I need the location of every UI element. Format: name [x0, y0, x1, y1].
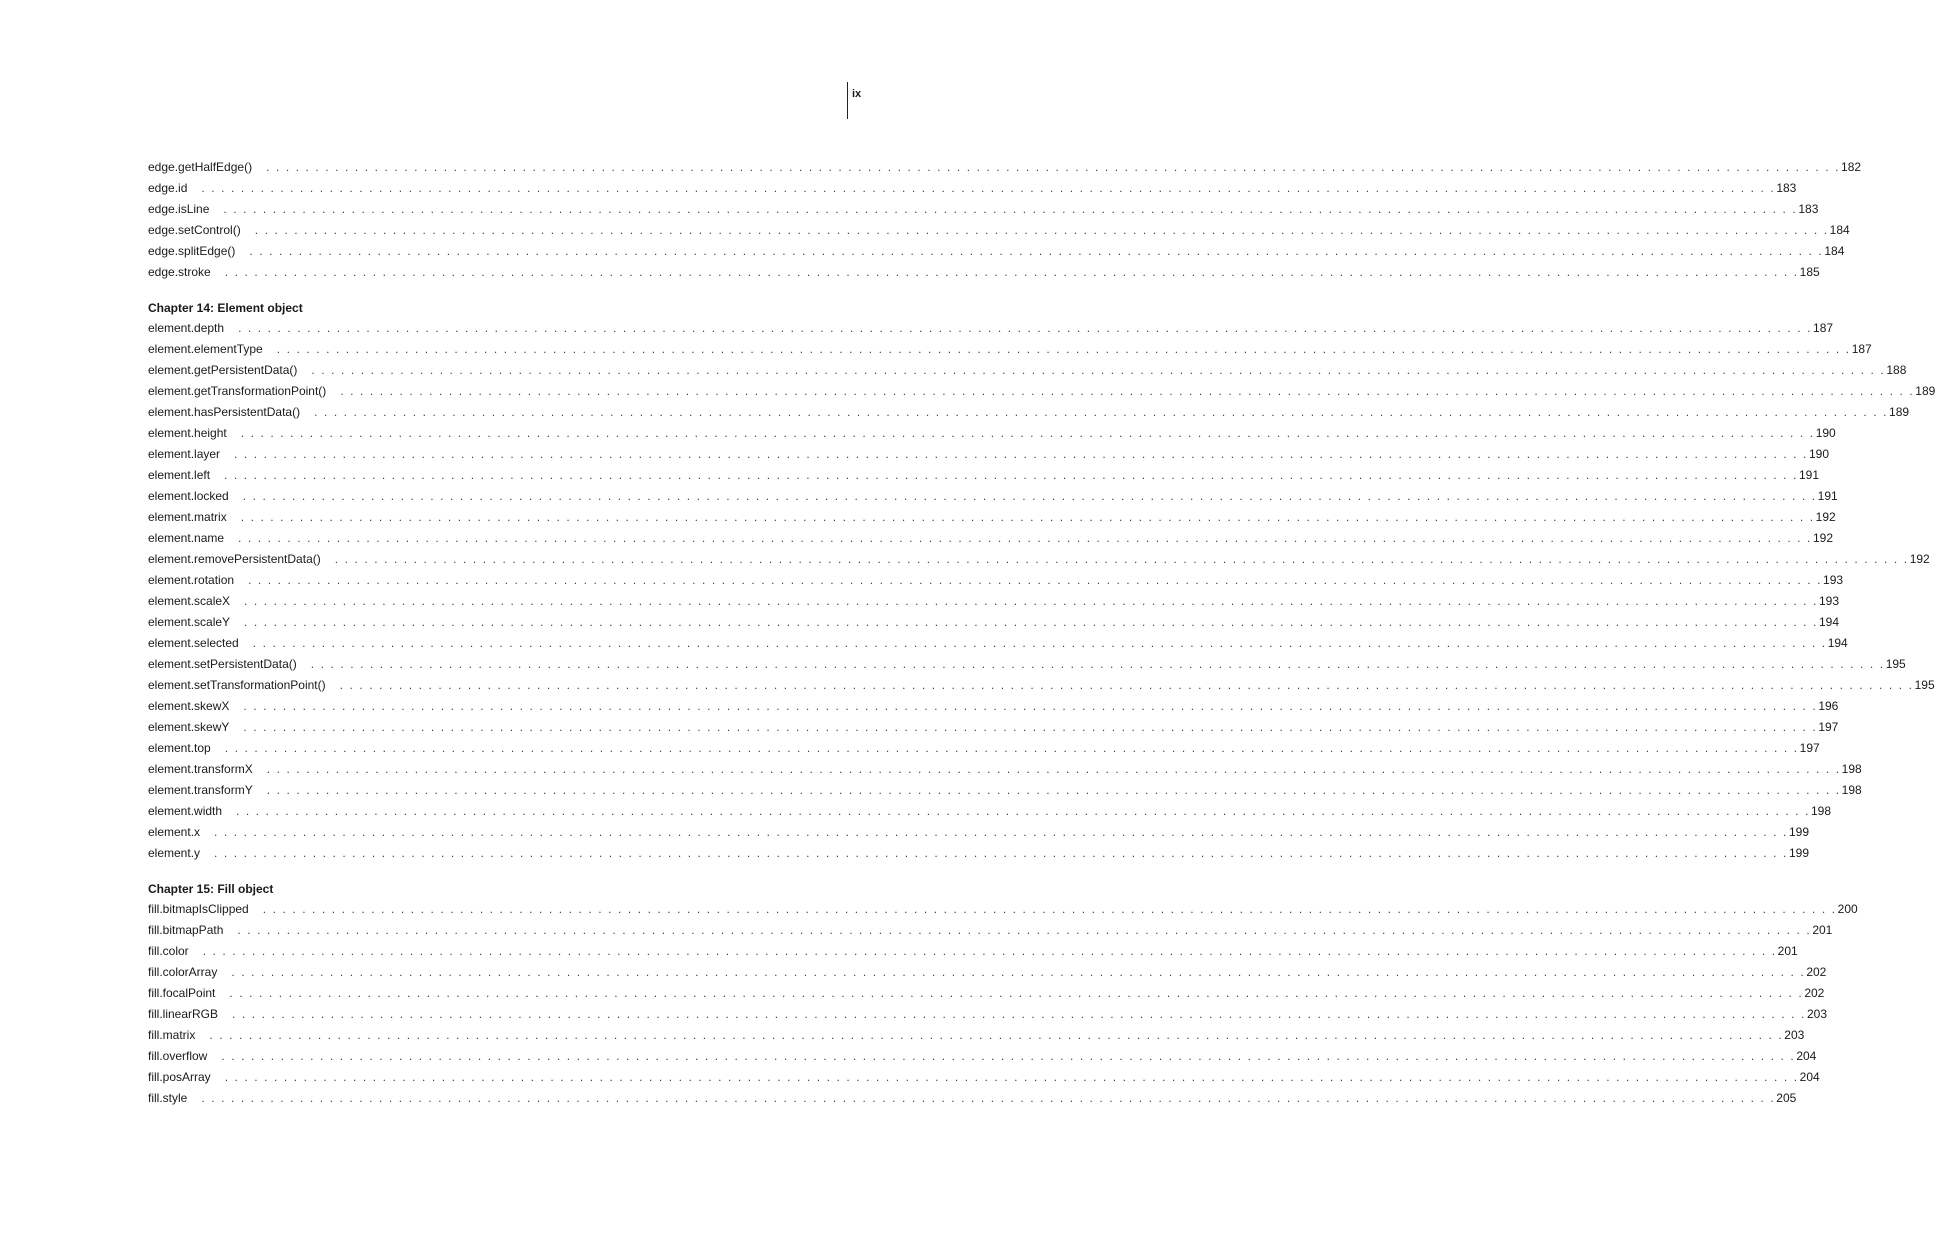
toc-entry-page-number: 183	[1776, 181, 1797, 195]
toc-entry-label: element.transformY	[148, 783, 253, 797]
toc-entry[interactable]	[148, 654, 1906, 675]
dot-leader: . . . . . . . . . . . . . . . . . . . . . . . . . . . . . . . . . . . . . . . . . . . . . . . . . . . . . . . . . . . . . . . . . . . . . . . . . . . . . . . . . . . . . . . . . . . . . . . . . . . . . . . . . . . . . . . . . . . . . . . . . . . . . . . . . . . . . . . . . . . . . . . . . . . . . . . . . . . . . . . .	[243, 720, 1818, 734]
dot-leader: . . . . . . . . . . . . . . . . . . . . . . . . . . . . . . . . . . . . . . . . . . . . . . . . . . . . . . . . . . . . . . . . . . . . . . . . . . . . . . . . . . . . . . . . . . . . . . . . . . . . . . . . . . . . . . . . . . . . . . . . . . . . . . . . . . . . . . . . . . . . . . . . . . . . . . . . . . . . . . . .	[232, 1007, 1806, 1021]
dot-leader: . . . . . . . . . . . . . . . . . . . . . . . . . . . . . . . . . . . . . . . . . . . . . . . . . . . . . . . . . . . . . . . . . . . . . . . . . . . . . . . . . . . . . . . . . . . . . . . . . . . . . . . . . . . . . . . . . . . . . . . . . . . . . . . . . . . . . . . . . . . . . . . . . . . . . . . . . . . . . . . .	[276, 342, 1851, 356]
toc-entry-label: fill.focalPoint	[148, 986, 216, 1000]
toc-entry-page-number: 184	[1829, 223, 1850, 237]
toc-entry-label: element.scaleY	[148, 615, 231, 629]
dot-leader: . . . . . . . . . . . . . . . . . . . . . . . . . . . . . . . . . . . . . . . . . . . . . . . . . . . . . . . . . . . . . . . . . . . . . . . . . . . . . . . . . . . . . . . . . . . . . . . . . . . . . . . . . . . . . . . . . . . . . . . . . . . . . . . . . . . . . . . . . . . . . . . . . . . . . . . . . . . . . . . .	[221, 1049, 1796, 1063]
toc-entry-page-number: 194	[1819, 615, 1840, 629]
toc-entry[interactable]	[148, 1046, 1817, 1067]
toc-entry-label: element.hasPersistentData()	[148, 405, 301, 419]
dot-leader: . . . . . . . . . . . . . . . . . . . . . . . . . . . . . . . . . . . . . . . . . . . . . . . . . . . . . . . . . . . . . . . . . . . . . . . . . . . . . . . . . . . . . . . . . . . . . . . . . . . . . . . . . . . . . . . . . . . . . . . . . . . . . . . . . . . . . . . . . . . . . . . . . . . . . . . . . . . . . . . .	[249, 244, 1824, 258]
toc-entry[interactable]	[148, 549, 1930, 570]
dot-leader: . . . . . . . . . . . . . . . . . . . . . . . . . . . . . . . . . . . . . . . . . . . . . . . . . . . . . . . . . . . . . . . . . . . . . . . . . . . . . . . . . . . . . . . . . . . . . . . . . . . . . . . . . . . . . . . . . . . . . . . . . . . . . . . . . . . . . . . . . . . . . . . . . . . . . . . . . . . . . . . .	[224, 265, 1799, 279]
toc-entry-label: element.locked	[148, 489, 229, 503]
toc-entry[interactable]	[148, 241, 1845, 262]
dot-leader: . . . . . . . . . . . . . . . . . . . . . . . . . . . . . . . . . . . . . . . . . . . . . . . . . . . . . . . . . . . . . . . . . . . . . . . . . . . . . . . . . . . . . . . . . . . . . . . . . . . . . . . . . . . . . . . . . . . . . . . . . . . . . . . . . . . . . . . . . . . . . . . . . . . . . . . . . . . . . . . .	[339, 678, 1914, 692]
page-folio	[847, 82, 862, 119]
dot-leader: . . . . . . . . . . . . . . . . . . . . . . . . . . . . . . . . . . . . . . . . . . . . . . . . . . . . . . . . . . . . . . . . . . . . . . . . . . . . . . . . . . . . . . . . . . . . . . . . . . . . . . . . . . . . . . . . . . . . . . . . . . . . . . . . . . . . . . . . . . . . . . . . . . . . . . . . . . . . . . . .	[223, 202, 1798, 216]
dot-leader: . . . . . . . . . . . . . . . . . . . . . . . . . . . . . . . . . . . . . . . . . . . . . . . . . . . . . . . . . . . . . . . . . . . . . . . . . . . . . . . . . . . . . . . . . . . . . . . . . . . . . . . . . . . . . . . . . . . . . . . . . . . . . . . . . . . . . . . . . . . . . . . . . . . . . . . . . . . . . . . .	[238, 531, 1812, 545]
toc-entry[interactable]	[148, 360, 1907, 381]
dot-leader: . . . . . . . . . . . . . . . . . . . . . . . . . . . . . . . . . . . . . . . . . . . . . . . . . . . . . . . . . . . . . . . . . . . . . . . . . . . . . . . . . . . . . . . . . . . . . . . . . . . . . . . . . . . . . . . . . . . . . . . . . . . . . . . . . . . . . . . . . . . . . . . . . . . . . . . . . . . . . . . .	[252, 636, 1827, 650]
dot-leader: . . . . . . . . . . . . . . . . . . . . . . . . . . . . . . . . . . . . . . . . . . . . . . . . . . . . . . . . . . . . . . . . . . . . . . . . . . . . . . . . . . . . . . . . . . . . . . . . . . . . . . . . . . . . . . . . . . . . . . . . . . . . . . . . . . . . . . . . . . . . . . . . . . . . . . . . . . . . . . . .	[340, 384, 1915, 398]
dot-leader: . . . . . . . . . . . . . . . . . . . . . . . . . . . . . . . . . . . . . . . . . . . . . . . . . . . . . . . . . . . . . . . . . . . . . . . . . . . . . . . . . . . . . . . . . . . . . . . . . . . . . . . . . . . . . . . . . . . . . . . . . . . . . . . . . . . . . . . . . . . . . . . . . . . . . . . . . . . . . . . .	[262, 902, 1837, 916]
toc-entry-page-number: 191	[1799, 468, 1820, 482]
toc-entry[interactable]	[148, 780, 1862, 801]
dot-leader: . . . . . . . . . . . . . . . . . . . . . . . . . . . . . . . . . . . . . . . . . . . . . . . . . . . . . . . . . . . . . . . . . . . . . . . . . . . . . . . . . . . . . . . . . . . . . . . . . . . . . . . . . . . . . . . . . . . . . . . . . . . . . . . . . . . . . . . . . . . . . . . . . . . . . . . . . . . . . . . .	[224, 1070, 1799, 1084]
toc-entry-page-number: 198	[1811, 804, 1832, 818]
toc-entry-label: fill.style	[148, 1091, 188, 1105]
dot-leader: . . . . . . . . . . . . . . . . . . . . . . . . . . . . . . . . . . . . . . . . . . . . . . . . . . . . . . . . . . . . . . . . . . . . . . . . . . . . . . . . . . . . . . . . . . . . . . . . . . . . . . . . . . . . . . . . . . . . . . . . . . . . . . . . . . . . . . . . . . . . . . . . . . . . . . . . . . . . . . . .	[209, 1028, 1784, 1042]
toc-entry-page-number: 198	[1841, 783, 1862, 797]
toc-entry[interactable]	[148, 157, 1862, 178]
toc-entry-page-number: 203	[1806, 1007, 1828, 1021]
toc-entry-label: element.matrix	[148, 510, 227, 524]
dot-leader: . . . . . . . . . . . . . . . . . . . . . . . . . . . . . . . . . . . . . . . . . . . . . . . . . . . . . . . . . . . . . . . . . . . . . . . . . . . . . . . . . . . . . . . . . . . . . . . . . . . . . . . . . . . . . . . . . . . . . . . . . . . . . . . . . . . . . . . . . . . . . . . . . . . . . . . . . . . . . . . .	[242, 489, 1817, 503]
toc-entry[interactable]	[148, 318, 1834, 339]
toc-entry[interactable]	[148, 220, 1850, 241]
toc-entry-page-number: 188	[1886, 363, 1907, 377]
dot-leader: . . . . . . . . . . . . . . . . . . . . . . . . . . . . . . . . . . . . . . . . . . . . . . . . . . . . . . . . . . . . . . . . . . . . . . . . . . . . . . . . . . . . . . . . . . . . . . . . . . . . . . . . . . . . . . . . . . . . . . . . . . . . . . . . . . . . . . . . . . . . . . . . . . . . . . . . . . . . . . . .	[243, 699, 1818, 713]
toc-entry-label: edge.isLine	[148, 202, 210, 216]
toc-entry[interactable]	[148, 983, 1825, 1004]
toc-entry[interactable]	[148, 759, 1862, 780]
toc-entry[interactable]	[148, 675, 1935, 696]
dot-leader: . . . . . . . . . . . . . . . . . . . . . . . . . . . . . . . . . . . . . . . . . . . . . . . . . . . . . . . . . . . . . . . . . . . . . . . . . . . . . . . . . . . . . . . . . . . . . . . . . . . . . . . . . . . . . . . . . . . . . . . . . . . . . . . . . . . . . . . . . . . . . . . . . . . . . . . . . . . . . . . .	[214, 825, 1788, 839]
toc-entry-label: element.top	[148, 741, 211, 755]
toc-entry-page-number: 192	[1815, 510, 1836, 524]
toc-entry-label: element.rotation	[148, 573, 235, 587]
toc-entry[interactable]	[148, 920, 1833, 941]
toc-entry-page-number: 194	[1827, 636, 1848, 650]
toc-entry-label: element.left	[148, 468, 211, 482]
toc-entry-page-number: 182	[1841, 160, 1862, 174]
toc-entry-page-number: 202	[1804, 986, 1825, 1000]
dot-leader: . . . . . . . . . . . . . . . . . . . . . . . . . . . . . . . . . . . . . . . . . . . . . . . . . . . . . . . . . . . . . . . . . . . . . . . . . . . . . . . . . . . . . . . . . . . . . . . . . . . . . . . . . . . . . . . . . . . . . . . . . . . . . . . . . . . . . . . . . . . . . . . . . . . . . . . . . . . . . . . .	[266, 762, 1841, 776]
toc-entry-label: element.name	[148, 531, 225, 545]
toc-entry-page-number: 190	[1815, 426, 1836, 440]
toc-entry-page-number: 204	[1796, 1049, 1817, 1063]
toc-entry-label: element.skewX	[148, 699, 230, 713]
toc-entry-label: element.x	[148, 825, 201, 839]
toc-entry[interactable]	[148, 801, 1832, 822]
toc-entry-label: element.skewY	[148, 720, 230, 734]
toc-entry-label: fill.color	[148, 944, 189, 958]
toc-entry-label: element.setTransformationPoint()	[148, 678, 326, 692]
dot-leader: . . . . . . . . . . . . . . . . . . . . . . . . . . . . . . . . . . . . . . . . . . . . . . . . . . . . . . . . . . . . . . . . . . . . . . . . . . . . . . . . . . . . . . . . . . . . . . . . . . . . . . . . . . . . . . . . . . . . . . . . . . . . . . . . . . . . . . . . . . . . . . . . . . . . . . . . . . . . . . . .	[201, 181, 1776, 195]
toc-entry[interactable]	[148, 1088, 1797, 1109]
toc-entry-page-number: 200	[1837, 902, 1858, 916]
toc-entry[interactable]	[148, 1004, 1828, 1025]
toc-entry-page-number: 192	[1813, 531, 1834, 545]
toc-entry-page-number: 183	[1798, 202, 1819, 216]
toc-entry-label: edge.splitEdge()	[148, 244, 236, 258]
toc-entry-label: element.y	[148, 846, 201, 860]
toc-entry[interactable]	[148, 941, 1798, 962]
toc-entry-label: element.depth	[148, 321, 225, 335]
toc-entry[interactable]	[148, 486, 1838, 507]
toc-entry-label: edge.id	[148, 181, 188, 195]
toc-entry-page-number: 193	[1823, 573, 1844, 587]
toc-entry[interactable]	[148, 381, 1935, 402]
toc-entry-label: element.setPersistentData()	[148, 657, 297, 671]
toc-entry-label: edge.getHalfEdge()	[148, 160, 253, 174]
toc-entry[interactable]	[148, 696, 1839, 717]
dot-leader: . . . . . . . . . . . . . . . . . . . . . . . . . . . . . . . . . . . . . . . . . . . . . . . . . . . . . . . . . . . . . . . . . . . . . . . . . . . . . . . . . . . . . . . . . . . . . . . . . . . . . . . . . . . . . . . . . . . . . . . . . . . . . . . . . . . . . . . . . . . . . . . . . . . . . . . . . . . . . . . .	[244, 594, 1818, 608]
dot-leader: . . . . . . . . . . . . . . . . . . . . . . . . . . . . . . . . . . . . . . . . . . . . . . . . . . . . . . . . . . . . . . . . . . . . . . . . . . . . . . . . . . . . . . . . . . . . . . . . . . . . . . . . . . . . . . . . . . . . . . . . . . . . . . . . . . . . . . . . . . . . . . . . . . . . . . . . . . . . . . . .	[236, 804, 1810, 818]
table-of-contents	[148, 157, 1935, 1109]
toc-entry[interactable]	[148, 822, 1810, 843]
toc-entry[interactable]	[148, 465, 1820, 486]
toc-entry-page-number: 196	[1818, 699, 1839, 713]
dot-leader: . . . . . . . . . . . . . . . . . . . . . . . . . . . . . . . . . . . . . . . . . . . . . . . . . . . . . . . . . . . . . . . . . . . . . . . . . . . . . . . . . . . . . . . . . . . . . . . . . . . . . . . . . . . . . . . . . . . . . . . . . . . . . . . . . . . . . . . . . . . . . . . . . . . . . . . . . . . . . . . .	[231, 965, 1806, 979]
dot-leader: . . . . . . . . . . . . . . . . . . . . . . . . . . . . . . . . . . . . . . . . . . . . . . . . . . . . . . . . . . . . . . . . . . . . . . . . . . . . . . . . . . . . . . . . . . . . . . . . . . . . . . . . . . . . . . . . . . . . . . . . . . . . . . . . . . . . . . . . . . . . . . . . . . . . . . . . . . . . . . . .	[202, 944, 1777, 958]
toc-entry-page-number: 201	[1812, 923, 1833, 937]
toc-entry-page-number: 190	[1809, 447, 1830, 461]
toc-group	[148, 298, 1935, 864]
toc-entry-label: element.elementType	[148, 342, 263, 356]
toc-entry-page-number: 185	[1799, 265, 1820, 279]
dot-leader: . . . . . . . . . . . . . . . . . . . . . . . . . . . . . . . . . . . . . . . . . . . . . . . . . . . . . . . . . . . . . . . . . . . . . . . . . . . . . . . . . . . . . . . . . . . . . . . . . . . . . . . . . . . . . . . . . . . . . . . . . . . . . . . . . . . . . . . . . . . . . . . . . . . . . . . . . . . . . . . .	[310, 657, 1885, 671]
toc-entry-label: fill.overflow	[148, 1049, 208, 1063]
dot-leader: . . . . . . . . . . . . . . . . . . . . . . . . . . . . . . . . . . . . . . . . . . . . . . . . . . . . . . . . . . . . . . . . . . . . . . . . . . . . . . . . . . . . . . . . . . . . . . . . . . . . . . . . . . . . . . . . . . . . . . . . . . . . . . . . . . . . . . . . . . . . . . . . . . . . . . . . . . . . . . . .	[266, 160, 1841, 174]
toc-entry-label: fill.matrix	[148, 1028, 196, 1042]
toc-entry-label: fill.posArray	[148, 1070, 211, 1084]
toc-entry-label: element.getPersistentData()	[148, 363, 298, 377]
dot-leader: . . . . . . . . . . . . . . . . . . . . . . . . . . . . . . . . . . . . . . . . . . . . . . . . . . . . . . . . . . . . . . . . . . . . . . . . . . . . . . . . . . . . . . . . . . . . . . . . . . . . . . . . . . . . . . . . . . . . . . . . . . . . . . . . . . . . . . . . . . . . . . . . . . . . . . . . . . . . . . . .	[334, 552, 1909, 566]
toc-entry[interactable]	[148, 1067, 1820, 1088]
toc-entry[interactable]	[148, 199, 1819, 220]
toc-entry[interactable]	[148, 591, 1840, 612]
toc-entry-label: element.width	[148, 804, 223, 818]
dot-leader: . . . . . . . . . . . . . . . . . . . . . . . . . . . . . . . . . . . . . . . . . . . . . . . . . . . . . . . . . . . . . . . . . . . . . . . . . . . . . . . . . . . . . . . . . . . . . . . . . . . . . . . . . . . . . . . . . . . . . . . . . . . . . . . . . . . . . . . . . . . . . . . . . . . . . . . . . . . . . . . .	[311, 363, 1886, 377]
dot-leader: . . . . . . . . . . . . . . . . . . . . . . . . . . . . . . . . . . . . . . . . . . . . . . . . . . . . . . . . . . . . . . . . . . . . . . . . . . . . . . . . . . . . . . . . . . . . . . . . . . . . . . . . . . . . . . . . . . . . . . . . . . . . . . . . . . . . . . . . . . . . . . . . . . . . . . . . . . . . . . . .	[234, 447, 1808, 461]
toc-entry-page-number: 199	[1788, 825, 1810, 839]
toc-entry-label: element.layer	[148, 447, 221, 461]
toc-entry-page-number: 203	[1784, 1028, 1805, 1042]
toc-entry[interactable]	[148, 444, 1830, 465]
dot-leader: . . . . . . . . . . . . . . . . . . . . . . . . . . . . . . . . . . . . . . . . . . . . . . . . . . . . . . . . . . . . . . . . . . . . . . . . . . . . . . . . . . . . . . . . . . . . . . . . . . . . . . . . . . . . . . . . . . . . . . . . . . . . . . . . . . . . . . . . . . . . . . . . . . . . . . . . . . . . . . . .	[238, 321, 1813, 335]
toc-entry-label: fill.linearRGB	[148, 1007, 219, 1021]
dot-leader: . . . . . . . . . . . . . . . . . . . . . . . . . . . . . . . . . . . . . . . . . . . . . . . . . . . . . . . . . . . . . . . . . . . . . . . . . . . . . . . . . . . . . . . . . . . . . . . . . . . . . . . . . . . . . . . . . . . . . . . . . . . . . . . . . . . . . . . . . . . . . . . . . . . . . . . . . . . . . . . .	[240, 510, 1815, 524]
toc-entry[interactable]	[148, 633, 1848, 654]
toc-entry[interactable]	[148, 423, 1836, 444]
toc-entry[interactable]	[148, 962, 1827, 983]
toc-entry-label: edge.stroke	[148, 265, 211, 279]
chapter-heading: Chapter 14: Element object	[148, 301, 303, 315]
toc-group	[148, 157, 1862, 283]
dot-leader: . . . . . . . . . . . . . . . . . . . . . . . . . . . . . . . . . . . . . . . . . . . . . . . . . . . . . . . . . . . . . . . . . . . . . . . . . . . . . . . . . . . . . . . . . . . . . . . . . . . . . . . . . . . . . . . . . . . . . . . . . . . . . . . . . . . . . . . . . . . . . . . . . . . . . . . . . . . . . . . .	[248, 573, 1823, 587]
toc-entry-label: element.getTransformationPoint()	[148, 384, 327, 398]
toc-entry[interactable]	[148, 402, 1910, 423]
toc-entry-label: fill.bitmapPath	[148, 923, 224, 937]
toc-entry-label: edge.setControl()	[148, 223, 241, 237]
toc-entry[interactable]	[148, 262, 1820, 283]
toc-entry[interactable]	[148, 528, 1834, 549]
toc-entry-page-number: 204	[1799, 1070, 1820, 1084]
toc-entry[interactable]	[148, 843, 1810, 864]
dot-leader: . . . . . . . . . . . . . . . . . . . . . . . . . . . . . . . . . . . . . . . . . . . . . . . . . . . . . . . . . . . . . . . . . . . . . . . . . . . . . . . . . . . . . . . . . . . . . . . . . . . . . . . . . . . . . . . . . . . . . . . . . . . . . . . . . . . . . . . . . . . . . . . . . . . . . . . . . . . . . . . .	[314, 405, 1889, 419]
toc-entry[interactable]	[148, 738, 1820, 759]
toc-entry[interactable]	[148, 899, 1858, 920]
toc-entry-page-number: 193	[1819, 594, 1840, 608]
toc-entry-page-number: 202	[1806, 965, 1827, 979]
toc-group	[148, 879, 1858, 1109]
dot-leader: . . . . . . . . . . . . . . . . . . . . . . . . . . . . . . . . . . . . . . . . . . . . . . . . . . . . . . . . . . . . . . . . . . . . . . . . . . . . . . . . . . . . . . . . . . . . . . . . . . . . . . . . . . . . . . . . . . . . . . . . . . . . . . . . . . . . . . . . . . . . . . . . . . . . . . . . . . . . . . . .	[214, 846, 1788, 860]
dot-leader: . . . . . . . . . . . . . . . . . . . . . . . . . . . . . . . . . . . . . . . . . . . . . . . . . . . . . . . . . . . . . . . . . . . . . . . . . . . . . . . . . . . . . . . . . . . . . . . . . . . . . . . . . . . . . . . . . . . . . . . . . . . . . . . . . . . . . . . . . . . . . . . . . . . . . . . . . . . . . . . .	[224, 741, 1799, 755]
toc-entry-page-number: 197	[1799, 741, 1820, 755]
toc-entry-page-number: 195	[1885, 657, 1906, 671]
toc-entry-label: element.transformX	[148, 762, 253, 776]
toc-entry-page-number: 189	[1915, 384, 1935, 398]
toc-entry[interactable]	[148, 339, 1872, 360]
page-number-folio: ix	[852, 88, 862, 100]
dot-leader: . . . . . . . . . . . . . . . . . . . . . . . . . . . . . . . . . . . . . . . . . . . . . . . . . . . . . . . . . . . . . . . . . . . . . . . . . . . . . . . . . . . . . . . . . . . . . . . . . . . . . . . . . . . . . . . . . . . . . . . . . . . . . . . . . . . . . . . . . . . . . . . . . . . . . . . . . . . . . . . .	[240, 426, 1815, 440]
dot-leader: . . . . . . . . . . . . . . . . . . . . . . . . . . . . . . . . . . . . . . . . . . . . . . . . . . . . . . . . . . . . . . . . . . . . . . . . . . . . . . . . . . . . . . . . . . . . . . . . . . . . . . . . . . . . . . . . . . . . . . . . . . . . . . . . . . . . . . . . . . . . . . . . . . . . . . . . . . . . . . . .	[229, 986, 1804, 1000]
toc-entry-label: fill.bitmapIsClipped	[148, 902, 249, 916]
toc-entry-label: element.height	[148, 426, 227, 440]
toc-entry-page-number: 191	[1817, 489, 1838, 503]
toc-entry[interactable]	[148, 570, 1844, 591]
toc-entry-page-number: 201	[1777, 944, 1798, 958]
toc-entry-page-number: 199	[1788, 846, 1810, 860]
dot-leader: . . . . . . . . . . . . . . . . . . . . . . . . . . . . . . . . . . . . . . . . . . . . . . . . . . . . . . . . . . . . . . . . . . . . . . . . . . . . . . . . . . . . . . . . . . . . . . . . . . . . . . . . . . . . . . . . . . . . . . . . . . . . . . . . . . . . . . . . . . . . . . . . . . . . . . . . . . . . . . . .	[254, 223, 1829, 237]
toc-entry[interactable]	[148, 1025, 1805, 1046]
dot-leader: . . . . . . . . . . . . . . . . . . . . . . . . . . . . . . . . . . . . . . . . . . . . . . . . . . . . . . . . . . . . . . . . . . . . . . . . . . . . . . . . . . . . . . . . . . . . . . . . . . . . . . . . . . . . . . . . . . . . . . . . . . . . . . . . . . . . . . . . . . . . . . . . . . . . . . . . . . . . . . . .	[201, 1091, 1776, 1105]
toc-entry-label: element.scaleX	[148, 594, 231, 608]
chapter-heading: Chapter 15: Fill object	[148, 882, 274, 896]
toc-entry-label: element.removePersistentData()	[148, 552, 321, 566]
toc-entry-page-number: 195	[1914, 678, 1935, 692]
toc-entry-page-number: 192	[1909, 552, 1930, 566]
toc-entry[interactable]	[148, 507, 1836, 528]
toc-entry-page-number: 187	[1813, 321, 1834, 335]
toc-entry-page-number: 184	[1824, 244, 1845, 258]
dot-leader: . . . . . . . . . . . . . . . . . . . . . . . . . . . . . . . . . . . . . . . . . . . . . . . . . . . . . . . . . . . . . . . . . . . . . . . . . . . . . . . . . . . . . . . . . . . . . . . . . . . . . . . . . . . . . . . . . . . . . . . . . . . . . . . . . . . . . . . . . . . . . . . . . . . . . . . . . . . . . . . .	[266, 783, 1841, 797]
toc-entry-page-number: 197	[1818, 720, 1839, 734]
dot-leader: . . . . . . . . . . . . . . . . . . . . . . . . . . . . . . . . . . . . . . . . . . . . . . . . . . . . . . . . . . . . . . . . . . . . . . . . . . . . . . . . . . . . . . . . . . . . . . . . . . . . . . . . . . . . . . . . . . . . . . . . . . . . . . . . . . . . . . . . . . . . . . . . . . . . . . . . . . . . . . . .	[237, 923, 1812, 937]
toc-entry[interactable]	[148, 717, 1839, 738]
toc-entry-page-number: 198	[1841, 762, 1862, 776]
toc-entry[interactable]	[148, 178, 1797, 199]
toc-entry-page-number: 205	[1776, 1091, 1797, 1105]
toc-entry-page-number: 189	[1889, 405, 1910, 419]
toc-entry-page-number: 187	[1851, 342, 1872, 356]
toc-entry-label: fill.colorArray	[148, 965, 218, 979]
dot-leader: . . . . . . . . . . . . . . . . . . . . . . . . . . . . . . . . . . . . . . . . . . . . . . . . . . . . . . . . . . . . . . . . . . . . . . . . . . . . . . . . . . . . . . . . . . . . . . . . . . . . . . . . . . . . . . . . . . . . . . . . . . . . . . . . . . . . . . . . . . . . . . . . . . . . . . . . . . . . . . . .	[244, 615, 1818, 629]
toc-entry-label: element.selected	[148, 636, 239, 650]
dot-leader: . . . . . . . . . . . . . . . . . . . . . . . . . . . . . . . . . . . . . . . . . . . . . . . . . . . . . . . . . . . . . . . . . . . . . . . . . . . . . . . . . . . . . . . . . . . . . . . . . . . . . . . . . . . . . . . . . . . . . . . . . . . . . . . . . . . . . . . . . . . . . . . . . . . . . . . . . . . . . . . .	[224, 468, 1798, 482]
toc-entry[interactable]	[148, 612, 1840, 633]
